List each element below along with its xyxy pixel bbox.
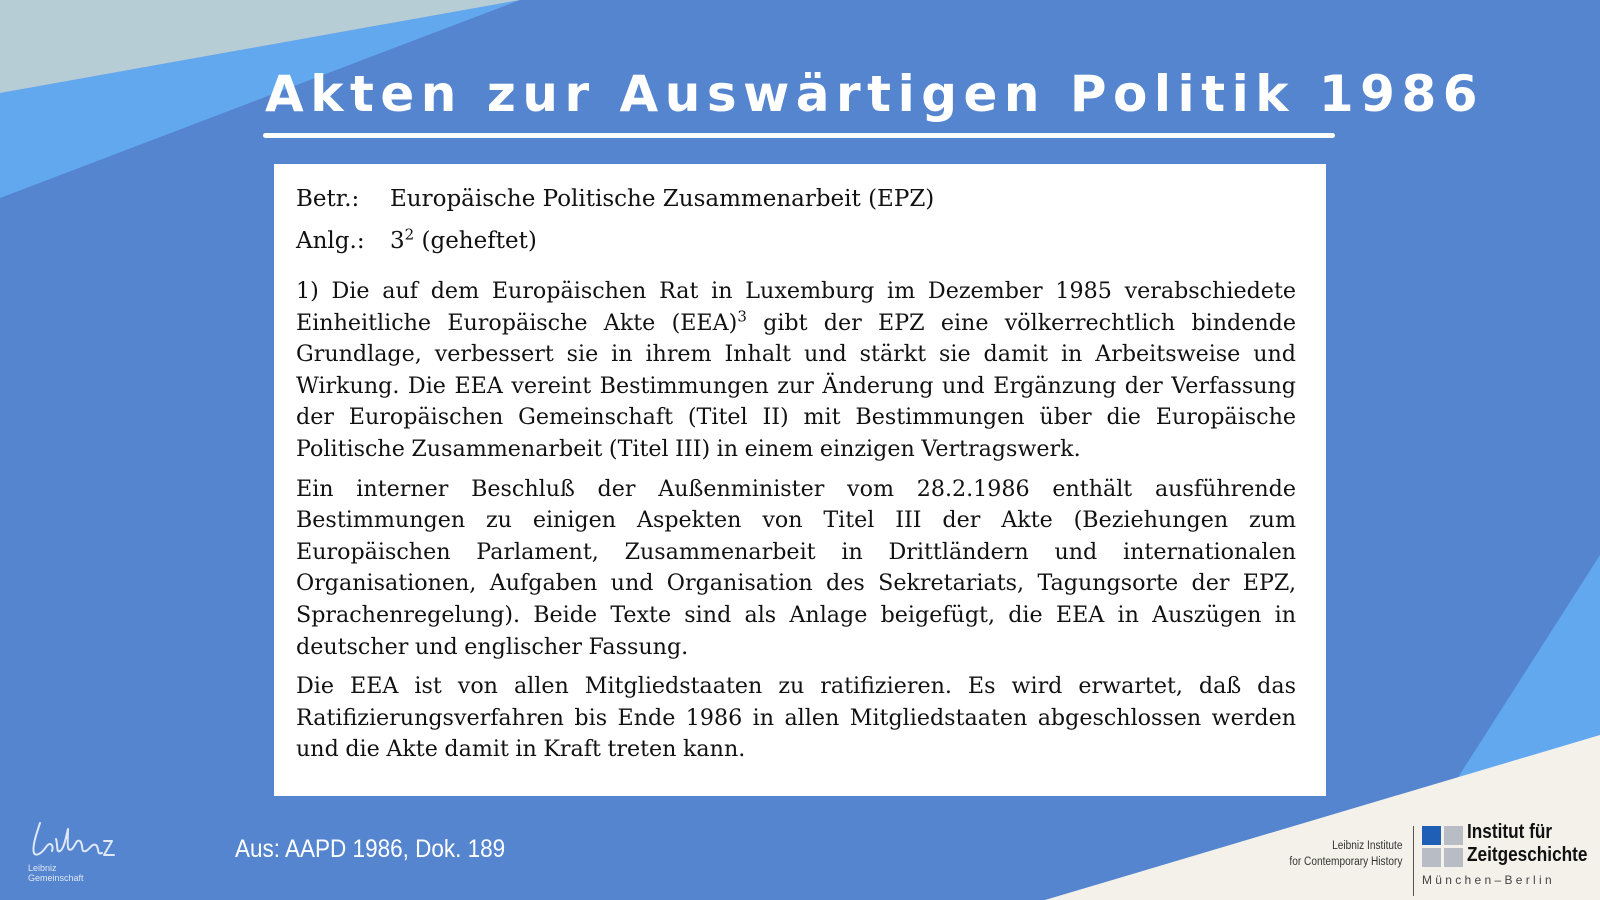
attachment-label: Anlg.: [296,228,365,254]
slide-title: Akten zur Auswärtigen Politik 1986 [265,65,1485,123]
title-underline [263,133,1335,138]
paragraph-1-part-a: 1) Die auf dem Europäischen Rat in Luxemburg im Dezember 1985 verabschiedete Einheitliche Europäische Akte (EEA) [296,278,1296,336]
ifz-divider [1413,826,1414,896]
ifz-subtitle-line-2: for Contemporary History [1288,856,1402,868]
ifz-name-line-1: Institut für [1467,821,1553,843]
attachment-note: (geheftet) [414,228,537,254]
ifz-name [1467,821,1587,867]
ifz-name-line-2: Zeitgeschichte [1467,844,1588,866]
footnote-ref-2: 2 [404,225,415,244]
ifz-city: München–Berlin [1422,873,1555,887]
source-citation: Aus: AAPD 1986, Dok. 189 [235,835,506,863]
ifz-subtitle-line-1: Leibniz Institute [1331,840,1402,852]
leibniz-logo [26,815,116,895]
subject-value: Europäische Politische Zusammenarbeit (EPZ) [390,186,935,212]
paragraph-1-part-b: gibt der EPZ eine völkerrechtlich bindende Grundlage, verbessert sie in ihrem Inhalt und stärkt sie damit in Arbeitsweise und Wirkung. Die EEA vereint Bestimmungen zur Änderung und Ergänzung der Verfassung der Europäischen Gemeinschaft (Titel II) mit Bestimmungen über die Europäische Politische Zusammenarbeit (Titel III) in einem einzigen Vertragswerk. [296,309,1296,462]
leibniz-wordmark [28,863,84,883]
leibniz-line-1: Leibniz [28,863,57,873]
attachment-value [390,220,537,262]
attachment-row [296,220,1296,262]
ifz-subtitle [1289,838,1402,870]
leibniz-line-2: Gemeinschaft [28,873,84,883]
paragraph-2: Ein interner Beschluß der Außenminister vom 28.2.1986 enthält ausführende Bestimmungen zu einigen Aspekten von Titel III der Akte (Beziehungen zum Europäischen Parlament, Zusammenarbeit in Drittländern und internationalen Organisationen, Aufgaben und Organisation des Sekretariats, Tagungsorte der EPZ, Sprachenregelung). Beide Texte sind als Anlage beigefügt, die EEA in Auszügen in deutscher und englischer Fassung. [296,475,1296,660]
subject-row [296,178,1296,220]
ifz-logo [1270,820,1600,900]
paragraph-1 [296,276,1296,466]
subject-label: Betr.: [296,186,360,212]
paragraph-3: Die EEA ist von allen Mitgliedstaaten zu ratifizieren. Es wird erwartet, daß das Ratifizierungsverfahren bis Ende 1986 in allen Mitgliedstaaten abgeschlossen werden und die Akte damit in Kraft treten kann. [296,673,1296,763]
footnote-ref-3: 3 [737,307,747,326]
leibniz-signature-icon [26,815,116,863]
document-excerpt [274,164,1326,796]
ifz-squares-icon [1422,826,1464,868]
attachment-count: 3 [390,228,405,254]
